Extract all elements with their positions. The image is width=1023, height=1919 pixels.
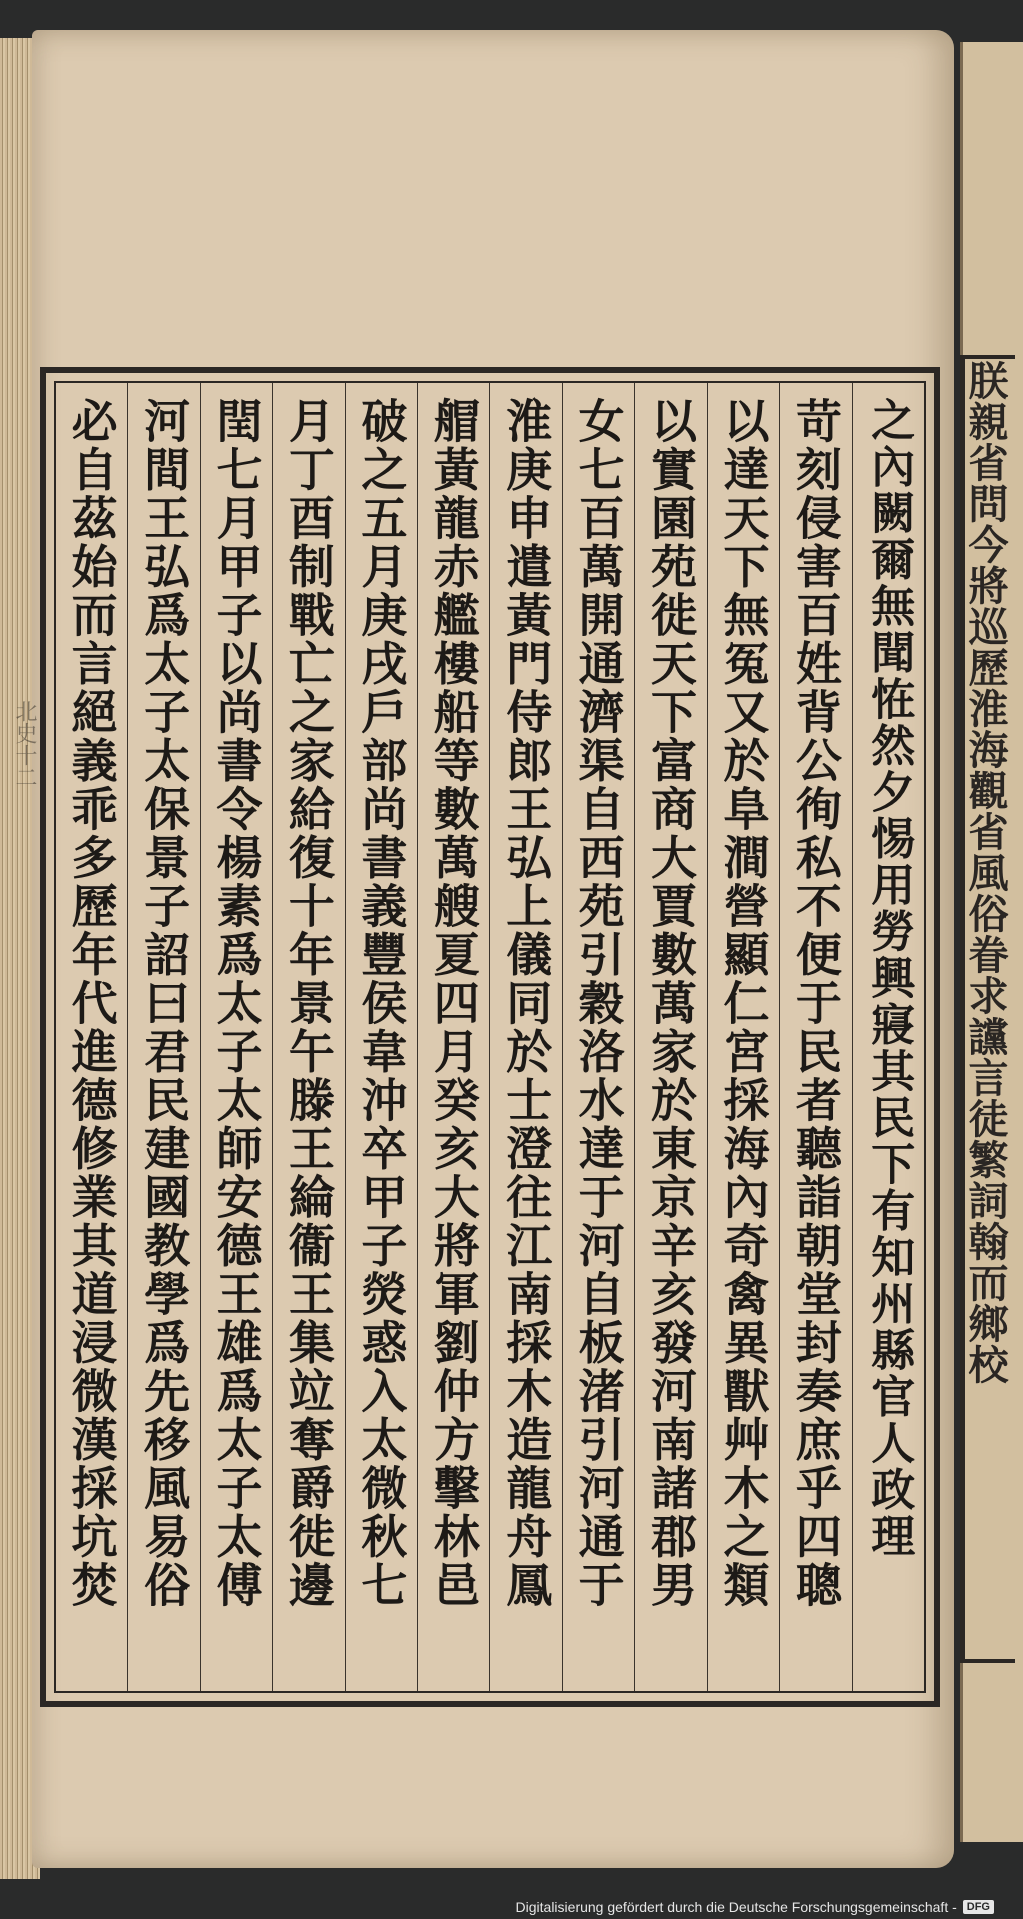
text-column: 河間王弘爲太子太保景子詔曰君民建國教學爲先移風易俗 bbox=[127, 383, 199, 1691]
dfg-logo: DFG bbox=[963, 1900, 994, 1914]
text-column: 艒黃龍赤艦樓船等數萬艘夏四月癸亥大將軍劉仲方擊林邑 bbox=[417, 383, 489, 1691]
text-column: 閏七月甲子以尚書令楊素爲太子太師安德王雄爲太子太傅 bbox=[200, 383, 272, 1691]
text-column: 苛刻侵害百姓背公徇私不便于民者聽詣朝堂封奏庶乎四聰 bbox=[779, 383, 851, 1691]
footer-credit: Digitalisierung gefördert durch die Deutsche Forschungsgemeinschaft - bbox=[515, 1899, 957, 1915]
text-column: 女七百萬開通濟渠自西苑引穀洛水達于河自板渚引河通于 bbox=[562, 383, 634, 1691]
text-column: 之內闕爾無聞恠然夕惕用勞興寢其民下有知州縣官人政理 bbox=[852, 383, 924, 1691]
text-frame-inner bbox=[54, 381, 926, 1693]
next-page-column: 朕親省問今將巡歷淮海觀省風俗眷求讜言徒繁詞翰而鄉校 bbox=[962, 360, 1009, 1385]
digitization-footer bbox=[516, 1899, 994, 1915]
text-columns bbox=[56, 383, 924, 1691]
text-column: 破之五月庚戌戶部尚書義豐侯韋沖卒甲子熒惑入太微秋七 bbox=[345, 383, 417, 1691]
margin-label: 北史十二 bbox=[12, 700, 37, 788]
text-column: 以實園苑徙天下富商大賈數萬家於東京辛亥發河南諸郡男 bbox=[634, 383, 706, 1691]
text-column: 必自茲始而言絕義乖多歷年代進德修業其道浸微漢採坑焚 bbox=[64, 397, 119, 1610]
text-column: 月丁酉制戰亡之家給復十年景午滕王綸衞王集竝奪爵徙邊 bbox=[272, 383, 344, 1691]
text-column: 以達天下無冤又於阜澗營顯仁宮採海內奇禽異獸艸木之類 bbox=[707, 383, 779, 1691]
text-frame bbox=[40, 367, 940, 1707]
text-column: 淮庚申遣黃門侍郎王弘上儀同於士澄往江南採木造龍舟鳳 bbox=[489, 383, 561, 1691]
